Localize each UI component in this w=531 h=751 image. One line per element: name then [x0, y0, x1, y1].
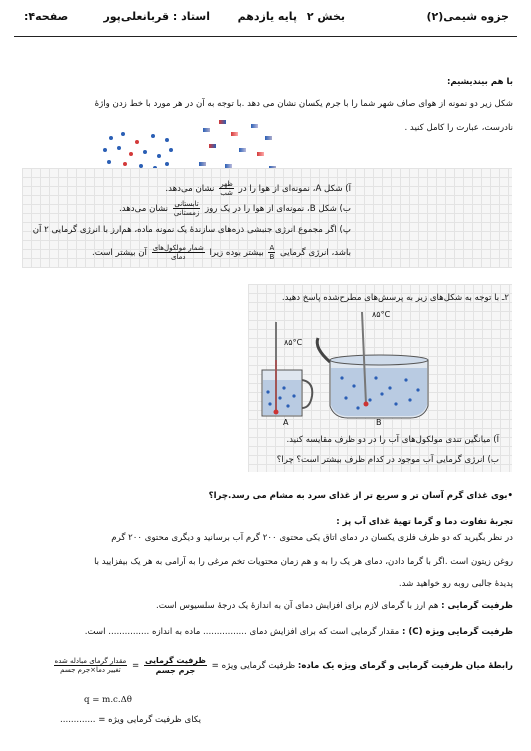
page-header — [18, 6, 515, 28]
beaker-a-handle — [302, 380, 312, 408]
pot-b-label: B — [376, 418, 382, 427]
section1-intro-line1: شکل زیر دو نمونه از هوای صاف شهر شما را با جرم یکسان نشان می دهد .با توجه به آن در هر مورد با خط زدن واژهٔ — [94, 99, 513, 109]
section2-question-b: ب) انرژی گرمایی آب موجود در کدام ظرف بیشتر است؟ چرا؟ — [276, 455, 499, 465]
grade-label: پایه یازدهم — [237, 10, 297, 23]
header-divider — [14, 36, 517, 37]
relation-row: رابطهٔ میان ظرفیت گرمایی و گرمای ویژه یک ماده: ظرفیت گرمایی ویژه = $\frac{\text{ظرفیت گرمایی}}{\text{جرم جسم}}$ = $\frac{\text{مقدار گرمای مبادله شده}}{\text{تغییر دما×جرم جسم}}$ — [54, 656, 513, 675]
specific-heat-definition: ظرفیت گرمایی ویژه (C) : مقدار گرمایی است که برای افزایش دمای ................ ماده به اندازه ............... است. — [84, 627, 513, 637]
pot-b-handle — [317, 338, 330, 362]
question-c-line1: پ) اگر مجموع انرژی جنبشی ذره‌های سازندهٔ یک نمونه ماده، هم‌ارز با انرژی گرمایی ۲ آن — [32, 225, 351, 235]
question-b: ب) شکل B، نمونه‌ای از هوا را در یک روز $\frac{\text{تابستانی}}{\text{زمستانی}}$ نشان می‌دهد. — [118, 200, 351, 217]
beaker-a-label: A — [283, 418, 289, 427]
specific-heat-unit: یکای ظرفیت گرمایی ویژه = ............. — [60, 715, 201, 725]
beakers-figure — [250, 300, 430, 430]
section1-intro-line2: نادرست، عبارت را کامل کنید . — [404, 123, 513, 133]
experiment-line3: پدیدهٔ جالبی روبه رو خواهید شد. — [398, 579, 513, 589]
section2-title: ۲ـ با توجه به شکل‌های زیر به پرسش‌های مطرح‌شده پاسخ دهید. — [281, 293, 509, 303]
beaker-a-temperature: ۸۵°C — [284, 338, 303, 347]
teacher-label: استاد : قربانعلی‌پور — [103, 10, 210, 23]
page-number: صفحه۴: — [24, 10, 69, 23]
section2-question-a: آ) میانگین تندی مولکول‌های آب را در دو ظرف مقایسه کنید. — [286, 435, 499, 445]
booklet-title: جزوه شیمی(۲) — [426, 10, 509, 23]
section-label: بخش ۲ — [306, 10, 345, 23]
bullet-question: •بوی غذای گرم آسان تر و سریع تر از غذای سرد به مشام می رسد.چرا؟ — [208, 491, 513, 501]
section1-title: با هم بیندیشیم: — [447, 77, 513, 87]
heat-capacity-definition: ظرفیت گرمایی : هم ارز با گرمای لازم برای افزایش دمای آن به اندازهٔ یک درجهٔ سلسیوس است. — [156, 601, 513, 611]
experiment-line1: در نظر بگیرید که دو ظرف فلزی یکسان در دمای اتاق یکی محتوی ۲۰۰ گرم آب برسانید و دیگری محتوی ۲۰۰ گرم — [111, 533, 513, 543]
question-c-line2: باشد، انرژی گرمایی $\frac{A}{B}$ بیشتر بوده زیرا $\frac{\text{شمار مولکول‌های}}{\text{دمای}}$ آن بیشتر است. — [92, 244, 351, 261]
pot-b-temperature: ۸۵°C — [372, 310, 391, 319]
question-a: آ) شکل A، نمونه‌ای از هوا را در $\frac{\text{ظهر}}{\text{شب}}$ نشان می‌دهد. — [165, 180, 351, 197]
experiment-title: تجربهٔ تفاوت دما و گرما تهیهٔ غذای آب پز : — [336, 517, 513, 527]
experiment-line2: روغن زیتون است .اگر با گرما دادن، دمای هر یک را به و هم زمان محتویات تخم مرغی را به آرامی به هر یک بیفزایید با — [94, 557, 513, 567]
heat-formula: q = m.c.Δθ — [84, 695, 132, 705]
